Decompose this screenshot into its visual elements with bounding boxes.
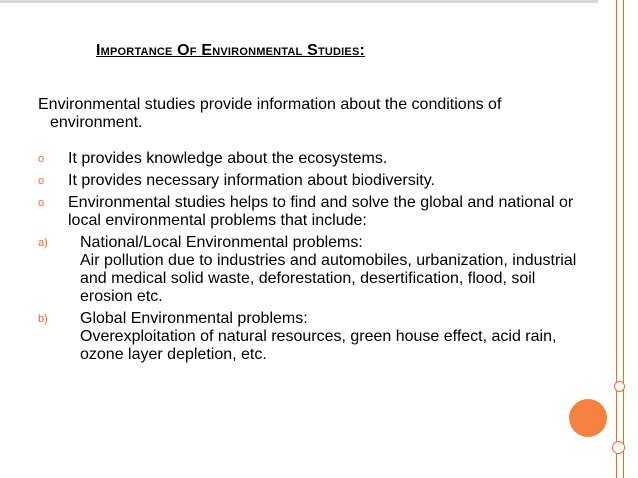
decor-line-outer xyxy=(616,0,617,478)
bullet-list xyxy=(38,150,578,230)
bullet-text: It provides knowledge about the ecosystems. xyxy=(68,150,388,167)
bullet-marker: o xyxy=(38,153,45,165)
lettered-list xyxy=(38,234,578,364)
lettered-detail: Air pollution due to industries and automobiles, urbanization, industrial and medical solid waste, deforestation, desertification, flood, soil erosion etc. xyxy=(80,252,577,305)
decor-circle-small-top xyxy=(614,381,625,392)
slide-title: Importance Of Environmental Studies: xyxy=(96,42,366,59)
bullet-text: It provides necessary information about biodiversity. xyxy=(68,172,435,189)
list-item xyxy=(38,194,578,230)
bullet-marker: o xyxy=(38,175,45,187)
bullet-marker: o xyxy=(38,197,45,209)
decor-line-inner xyxy=(623,0,624,478)
list-item xyxy=(38,234,578,306)
intro-paragraph: Environmental studies provide information about the conditions of environment. xyxy=(38,96,502,131)
letter-marker: b) xyxy=(38,313,48,325)
decor-circle-small-bottom xyxy=(612,441,625,454)
list-item xyxy=(38,172,578,190)
lettered-heading: Global Environmental problems: xyxy=(80,310,308,327)
decor-circle-large xyxy=(569,399,607,437)
lettered-heading: National/Local Environmental problems: xyxy=(80,234,363,251)
bullet-text: Environmental studies helps to find and solve the global and national or local environmental problems that include: xyxy=(68,194,574,229)
right-band xyxy=(598,0,638,478)
slide-body xyxy=(38,96,578,368)
top-edge xyxy=(0,0,638,3)
list-item xyxy=(38,150,578,168)
lettered-detail: Overexploitation of natural resources, green house effect, acid rain, ozone layer depletion, etc. xyxy=(80,328,557,363)
letter-marker: a) xyxy=(38,237,48,249)
list-item xyxy=(38,310,578,364)
